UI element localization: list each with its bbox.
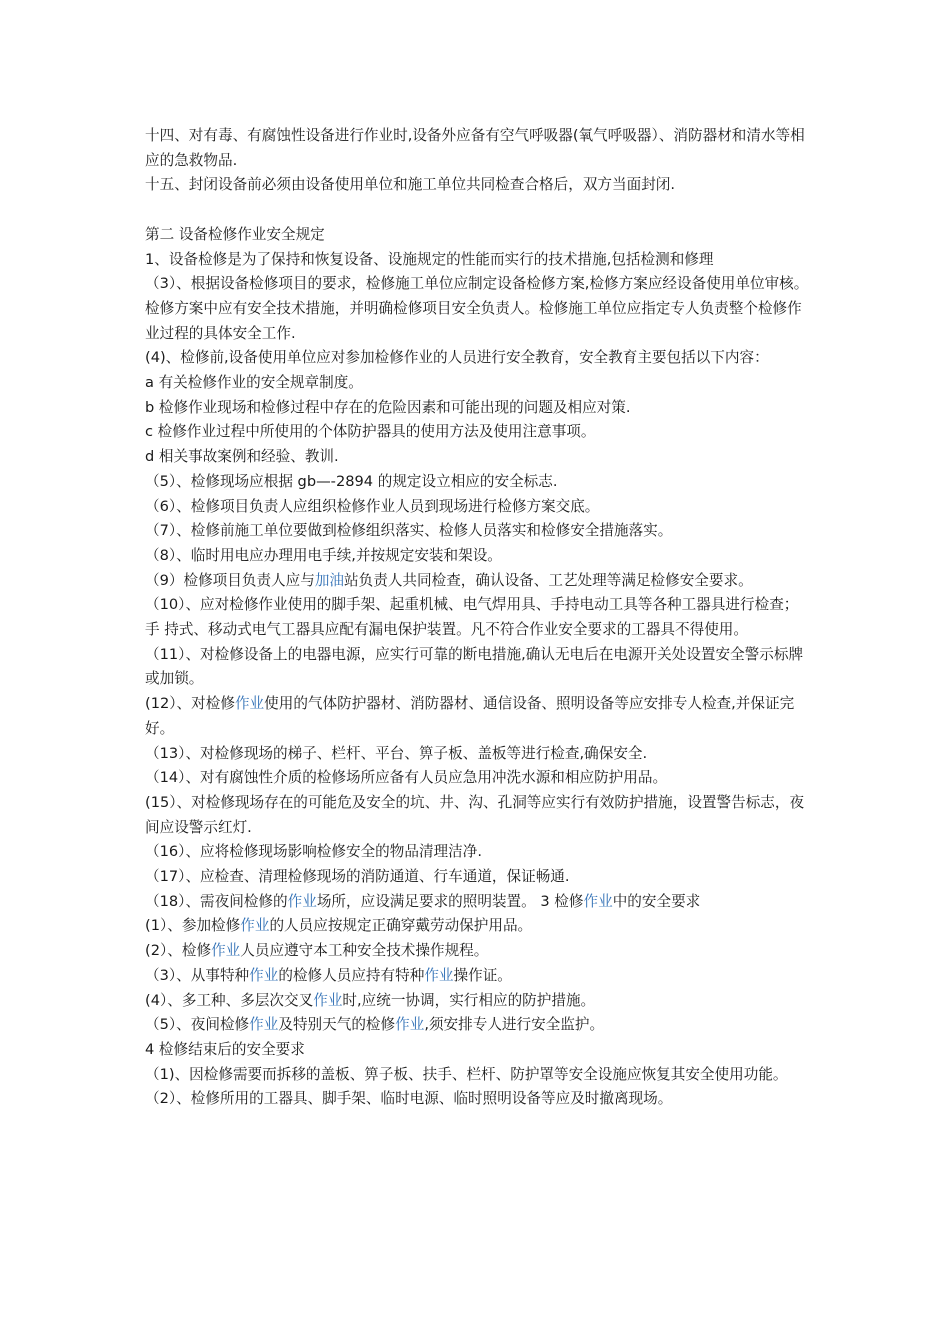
- paragraph-text: 人员应遵守本工种安全技术操作规程。: [240, 942, 489, 960]
- paragraph: [145, 1038, 810, 1063]
- keyword-link[interactable]: 作业: [249, 966, 279, 984]
- paragraph-text: （5）、夜间检修: [145, 1016, 250, 1034]
- paragraph: [145, 1063, 810, 1088]
- paragraph: [145, 495, 810, 520]
- paragraph-text: (1）、参加检修: [145, 917, 241, 935]
- paragraph-text: (4）、多工种、多层次交叉: [145, 991, 314, 1009]
- paragraph-text: （18）、需夜间检修的: [145, 892, 288, 910]
- paragraph: [145, 766, 810, 791]
- keyword-link[interactable]: 作业: [395, 1016, 425, 1034]
- paragraph: [145, 643, 810, 692]
- blank-line: [145, 198, 810, 223]
- paragraph-text: 场所，应设满足要求的照明装置。 3 检修: [316, 892, 584, 910]
- paragraph: [145, 692, 810, 741]
- paragraph-text: 操作证。: [453, 966, 512, 984]
- paragraph-text: d 相关事故案例和经验、教训.: [145, 448, 339, 466]
- paragraph: [145, 396, 810, 421]
- keyword-link[interactable]: 作业: [313, 991, 343, 1009]
- paragraph: [145, 544, 810, 569]
- paragraph-text: c 检修作业过程中所使用的个体防护器具的使用方法及使用注意事项。: [145, 423, 596, 441]
- paragraph-text: (12）、对检修: [145, 695, 235, 713]
- document-body: [145, 124, 810, 1112]
- paragraph: [145, 445, 810, 470]
- paragraph: [145, 1087, 810, 1112]
- paragraph: [145, 346, 810, 371]
- paragraph-text: 1、设备检修是为了保持和恢复设备、设施规定的性能而实行的技术措施,包括检测和修理: [145, 250, 714, 268]
- paragraph-text: a 有关检修作业的安全规章制度。: [145, 374, 363, 392]
- paragraph: [145, 939, 810, 964]
- paragraph: [145, 964, 810, 989]
- paragraph-text: 的人员应按规定正确穿戴劳动保护用品。: [269, 917, 533, 935]
- paragraph-text: （13）、对检修现场的梯子、栏杆、平台、箅子板、盖板等进行检查,确保安全.: [145, 744, 648, 762]
- keyword-link[interactable]: 作业: [234, 695, 265, 713]
- paragraph: [145, 223, 810, 248]
- paragraph: [145, 470, 810, 495]
- paragraph: [145, 742, 810, 767]
- keyword-link[interactable]: 作业: [249, 1016, 279, 1034]
- paragraph-text: （7）、检修前施工单位要做到检修组织落实、检修人员落实和检修安全措施落实。: [145, 522, 673, 540]
- paragraph: [145, 890, 810, 915]
- paragraph-text: 时,应统一协调，实行相应的防护措施。: [342, 991, 596, 1009]
- paragraph: [145, 593, 810, 642]
- paragraph: [145, 124, 810, 173]
- paragraph-text: 及特别天气的检修: [278, 1016, 396, 1034]
- paragraph: [145, 371, 810, 396]
- paragraph-text: （16）、应将检修现场影响检修安全的物品清理洁净.: [145, 843, 482, 861]
- paragraph-text: b 检修作业现场和检修过程中存在的危险因素和可能出现的问题及相应对策.: [145, 398, 631, 416]
- keyword-link[interactable]: 作业: [211, 942, 241, 960]
- keyword-link[interactable]: 作业: [424, 966, 454, 984]
- keyword-link[interactable]: 作业: [583, 892, 613, 910]
- paragraph-text: （10）、应对检修作业使用的脚手架、起重机械、电气焊用具、手持电动工具等各种工器具进行检查；手 持式、移动式电气工器具应配有漏电保护装置。凡不符合作业安全要求的工器具不得使用。: [145, 596, 799, 639]
- paragraph-text: ,须安排专人进行安全监护。: [424, 1016, 605, 1034]
- paragraph-text: （5）、检修现场应根据 gb—-2894 的规定设立相应的安全标志.: [145, 472, 558, 490]
- paragraph-text: （3）、从事特种: [145, 966, 250, 984]
- paragraph-text: （11）、对检修设备上的电器电源，应实行可靠的断电措施,确认无电后在电源开关处设置安全警示标牌或加锁。: [145, 645, 804, 688]
- paragraph: [145, 1013, 810, 1038]
- paragraph-text: 4 检修结束后的安全要求: [145, 1041, 305, 1058]
- paragraph-text: （2）、检修所用的工器具、脚手架、临时电源、临时照明设备等应及时撤离现场。: [145, 1090, 673, 1108]
- paragraph-text: 十四、对有毒、有腐蚀性设备进行作业时,设备外应备有空气呼吸器(氧气呼吸器）、消防器材和清水等相应的急救物品.: [145, 127, 805, 169]
- paragraph: [145, 840, 810, 865]
- paragraph-text: 十五、封闭设备前必须由设备使用单位和施工单位共同检查合格后，双方当面封闭.: [145, 176, 676, 194]
- paragraph-text: （17）、应检查、清理检修现场的消防通道、行车通道，保证畅通.: [145, 868, 570, 886]
- paragraph-text: (2）、检修: [145, 942, 212, 960]
- keyword-link[interactable]: 作业: [287, 892, 317, 910]
- paragraph-text: 的检修人员应持有特种: [278, 966, 425, 984]
- paragraph: [145, 420, 810, 445]
- paragraph-text: 中的安全要求: [612, 892, 701, 910]
- paragraph: [145, 914, 810, 939]
- paragraph: [145, 272, 810, 346]
- paragraph: [145, 248, 810, 273]
- paragraph-text: （1)、因检修需要而拆移的盖板、箅子板、扶手、栏杆、防护罩等安全设施应恢复其安全使用功能。: [145, 1065, 788, 1083]
- paragraph-text: （8）、临时用电应办理用电手续,并按规定安装和架设。: [145, 546, 502, 564]
- paragraph-text: 站负责人共同检查，确认设备、工艺处理等满足检修安全要求。: [344, 571, 753, 589]
- paragraph: [145, 173, 810, 198]
- paragraph-text: (15）、对检修现场存在的可能危及安全的坑、井、沟、孔洞等应实行有效防护措施，设置警告标志，夜 间应设警示红灯.: [145, 793, 805, 836]
- paragraph-text: （14）、对有腐蚀性介质的检修场所应备有人员应急用冲洗水源和相应防护用品。: [145, 769, 668, 787]
- paragraph-text: 使用的气体防护器材、消防器材、通信设备、照明设备等应安排专人检查,并保证完好。: [145, 695, 795, 737]
- paragraph-text: (4)、检修前,设备使用单位应对参加检修作业的人员进行安全教育，安全教育主要包括以下内容：: [145, 349, 769, 367]
- paragraph-text: 第二 设备检修作业安全规定: [145, 225, 325, 243]
- keyword-link[interactable]: 加油: [314, 571, 345, 589]
- paragraph-text: （6）、检修项目负责人应组织检修作业人员到现场进行检修方案交底。: [145, 497, 600, 515]
- paragraph-text: （9）检修项目负责人应与: [145, 571, 315, 589]
- paragraph-text: （3）、根据设备检修项目的要求，检修施工单位应制定设备检修方案,检修方案应经设备使用单位审核。 检修方案中应有安全技术措施，并明确检修项目安全负责人。检修施工单位应指定专人负责整个检修作业过程的具体安全工作.: [145, 275, 809, 342]
- paragraph: [145, 569, 810, 594]
- paragraph: [145, 791, 810, 840]
- paragraph: [145, 865, 810, 890]
- paragraph: [145, 989, 810, 1014]
- paragraph: [145, 519, 810, 544]
- keyword-link[interactable]: 作业: [240, 917, 270, 935]
